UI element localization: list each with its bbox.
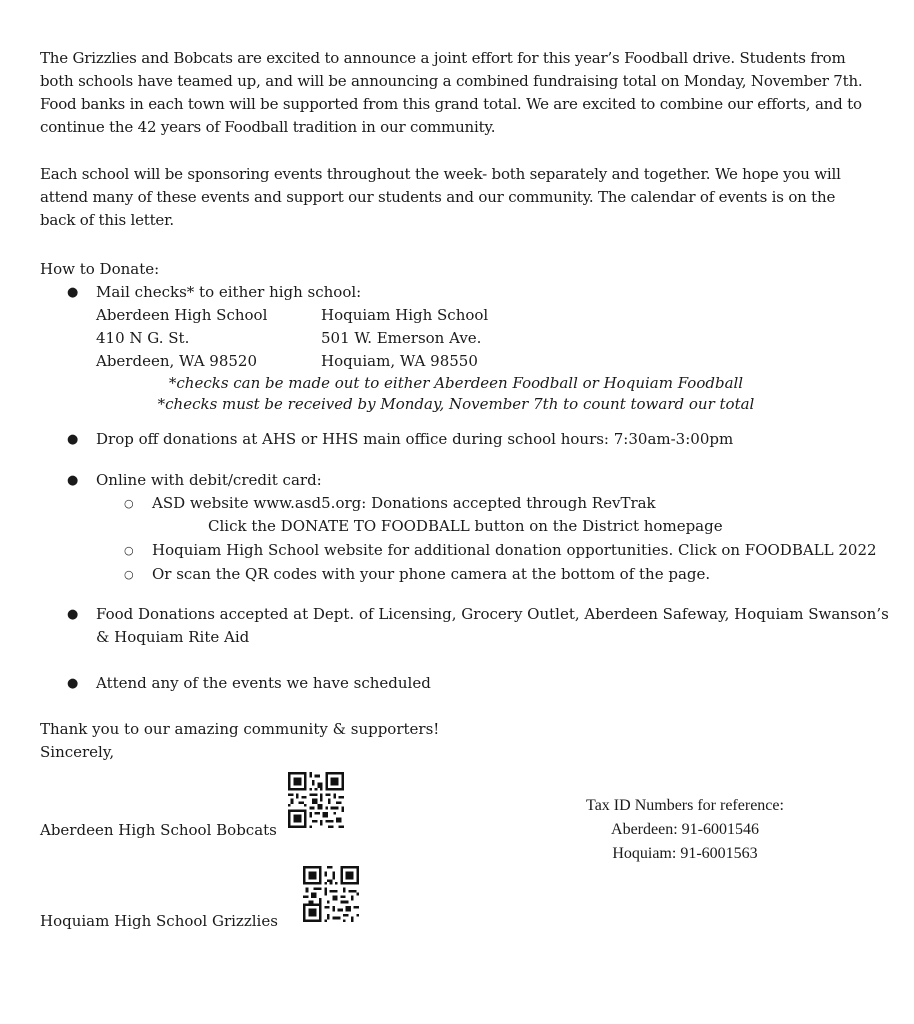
qr-scan-text: Or scan the QR codes with your phone camera at the bottom of the page.	[152, 565, 711, 583]
bullet-icon: ●	[67, 285, 79, 300]
address-line: Aberdeen High School	[96, 306, 268, 324]
dropoff-text: Drop off donations at AHS or HHS main office during school hours: 7:30am-3:00pm	[96, 430, 734, 448]
address-line: 501 W. Emerson Ave.	[321, 329, 482, 347]
checks-deadline-note: *checks must be received by Monday, November 7th to count toward our total	[157, 395, 755, 413]
intro-line: continue the 42 years of Foodball tradition in our community.	[40, 118, 496, 136]
attend-text: Attend any of the events we have scheduled	[96, 674, 431, 692]
events-paragraph	[40, 163, 890, 232]
address-line: Hoquiam, WA 98550	[321, 352, 478, 370]
asd-website-text: ASD website www.asd5.org: Donations accepted through RevTrak	[152, 494, 656, 512]
asd-click-instruction: Click the DONATE TO FOODBALL button on the District homepage	[208, 517, 723, 535]
address-line: 410 N G. St.	[96, 329, 190, 347]
tax-id-hoquiam: Hoquiam: 91-6001563	[612, 845, 758, 862]
thank-you-text: Thank you to our amazing community & supporters!	[40, 720, 440, 738]
bullet-icon: ●	[67, 607, 79, 622]
intro-paragraph	[40, 47, 890, 139]
online-label: Online with debit/credit card:	[96, 471, 322, 489]
tax-id-aberdeen: Aberdeen: 91-6001546	[611, 821, 759, 838]
events-line: attend many of these events and support our students and our community. The calendar of events is on the	[40, 188, 836, 206]
aberdeen-signature: Aberdeen High School Bobcats	[40, 821, 277, 839]
address-line: Hoquiam High School	[321, 306, 489, 324]
sincerely-text: Sincerely,	[40, 743, 115, 761]
checks-payee-note: *checks can be made out to either Aberdeen Foodball or Hoquiam Foodball	[168, 374, 744, 392]
mail-checks-label: Mail checks* to either high school:	[96, 283, 362, 301]
how-to-donate-heading: How to Donate:	[40, 260, 160, 278]
intro-line: Food banks in each town will be supported from this grand total. We are excited to combine our efforts, and to	[40, 95, 862, 113]
food-donations-line: Food Donations accepted at Dept. of Licensing, Grocery Outlet, Aberdeen Safeway, Hoquiam Swanson’s	[96, 605, 889, 623]
intro-line: both schools have teamed up, and will be announcing a combined fundraising total on Monday, November 7th.	[40, 72, 863, 90]
events-line: Each school will be sponsoring events throughout the week- both separately and together. We hope you will	[40, 165, 841, 183]
address-line: Aberdeen, WA 98520	[96, 352, 258, 370]
aberdeen-qr-code-icon[interactable]	[288, 772, 344, 828]
hoquiam-website-text: Hoquiam High School website for additional donation opportunities. Click on FOODBALL 2022	[152, 541, 877, 559]
intro-line: The Grizzlies and Bobcats are excited to announce a joint effort for this year’s Foodball drive. Students from	[40, 49, 846, 67]
hoquiam-qr-code-icon[interactable]	[303, 866, 359, 922]
sub-bullet-icon: ○	[124, 568, 134, 581]
bullet-icon: ●	[67, 432, 79, 447]
sub-bullet-icon: ○	[124, 497, 134, 510]
tax-id-title: Tax ID Numbers for reference:	[586, 797, 784, 814]
bullet-icon: ●	[67, 676, 79, 691]
bullet-icon: ●	[67, 473, 79, 488]
hoquiam-signature: Hoquiam High School Grizzlies	[40, 912, 278, 930]
sub-bullet-icon: ○	[124, 544, 134, 557]
events-line: back of this letter.	[40, 211, 175, 229]
food-donations-line: & Hoquiam Rite Aid	[96, 628, 250, 646]
tax-id-block	[540, 794, 830, 866]
